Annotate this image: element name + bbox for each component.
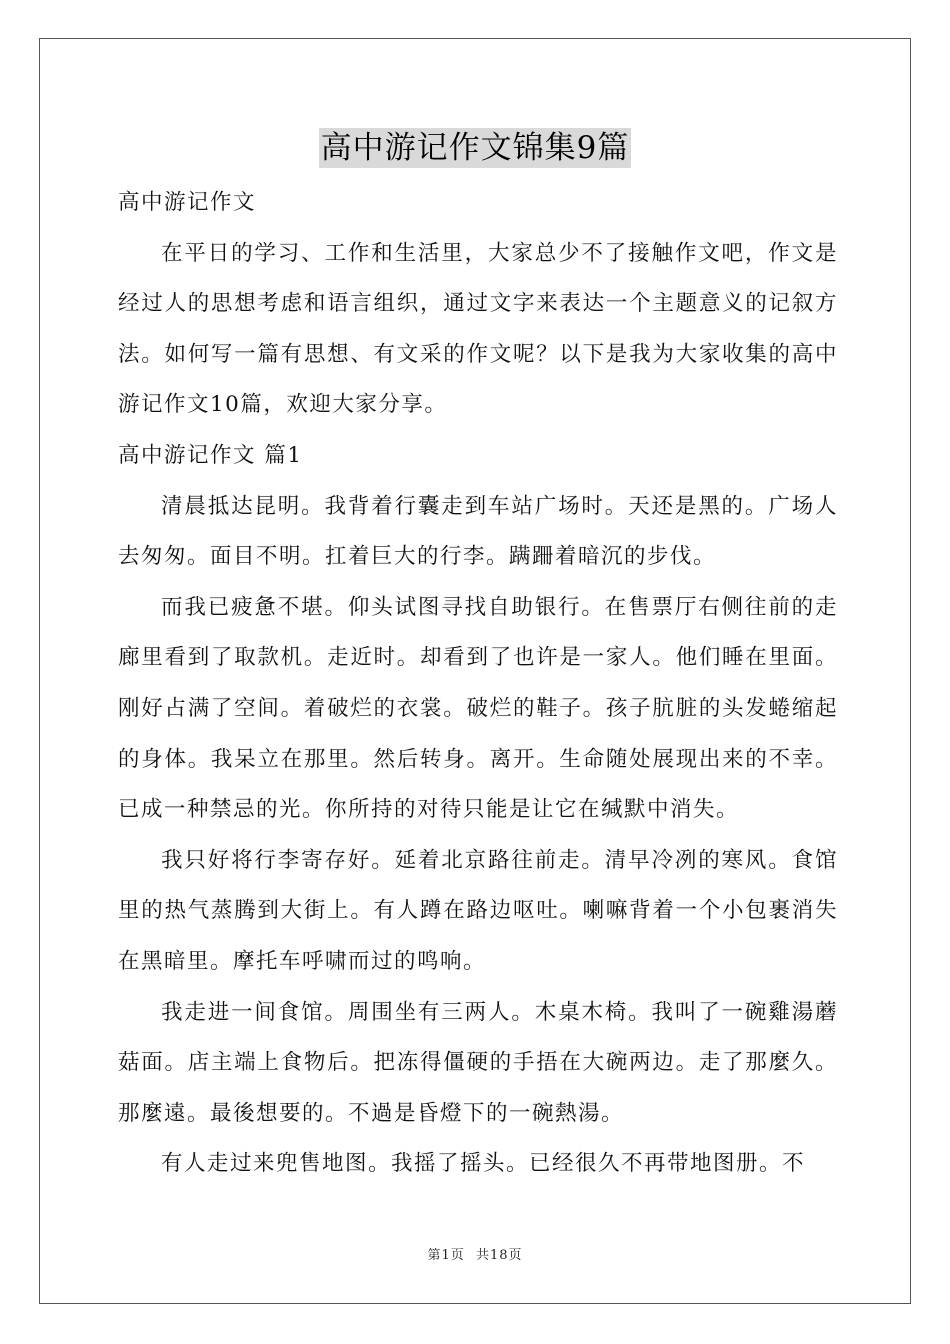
paragraph: 在平日的学习、工作和生活里，大家总少不了接触作文吧，作文是经过人的思想考虑和语言组织，通过文字来表达一个主题意义的记叙方法。如何写一篇有思想、有文采的作文呢？以下是我为大家收集的高中游记作文10篇，欢迎大家分享。 xyxy=(118,240,838,418)
page-number: 第1页 xyxy=(427,1248,465,1263)
title-container xyxy=(0,128,950,168)
paragraph: 清晨抵达昆明。我背着行囊走到车站广场时。天还是黑的。广场人去匆匆。面目不明。扛着巨大的行李。蹒跚着暗沉的步伐。 xyxy=(118,493,838,570)
page-footer xyxy=(0,1244,950,1263)
document-body xyxy=(118,178,838,1190)
document-title: 高中游记作文锦集9篇 xyxy=(320,130,630,166)
paragraph: 我只好将行李寄存好。延着北京路往前走。清早冷冽的寒风。食馆里的热气蒸腾到大街上。有人蹲在路边呕吐。喇嘛背着一个小包裹消失在黑暗里。摩托车呼啸而过的鸣响。 xyxy=(118,847,838,974)
page-total: 共18页 xyxy=(475,1248,523,1263)
paragraph: 我走进一间食馆。周围坐有三两人。木桌木椅。我叫了一碗雞湯蘑菇面。店主端上食物后。把冻得僵硬的手捂在大碗两边。走了那麼久。那麼遠。最後想要的。不過是昏燈下的一碗熱湯。 xyxy=(118,999,838,1126)
paragraph: 而我已疲惫不堪。仰头试图寻找自助银行。在售票厅右侧往前的走廊里看到了取款机。走近时。却看到了也许是一家人。他们睡在里面。刚好占满了空间。着破烂的衣裳。破烂的鞋子。孩子肮脏的头发蜷缩起的身体。我呆立在那里。然后转身。离开。生命随处展现出来的不幸。已成一种禁忌的光。你所持的对待只能是让它在缄默中消失。 xyxy=(118,594,838,823)
paragraph: 有人走过来兜售地图。我摇了摇头。已经很久不再带地图册。不 xyxy=(161,1151,806,1177)
section-heading: 高中游记作文 篇1 xyxy=(118,442,303,468)
section-heading: 高中游记作文 xyxy=(118,190,257,215)
